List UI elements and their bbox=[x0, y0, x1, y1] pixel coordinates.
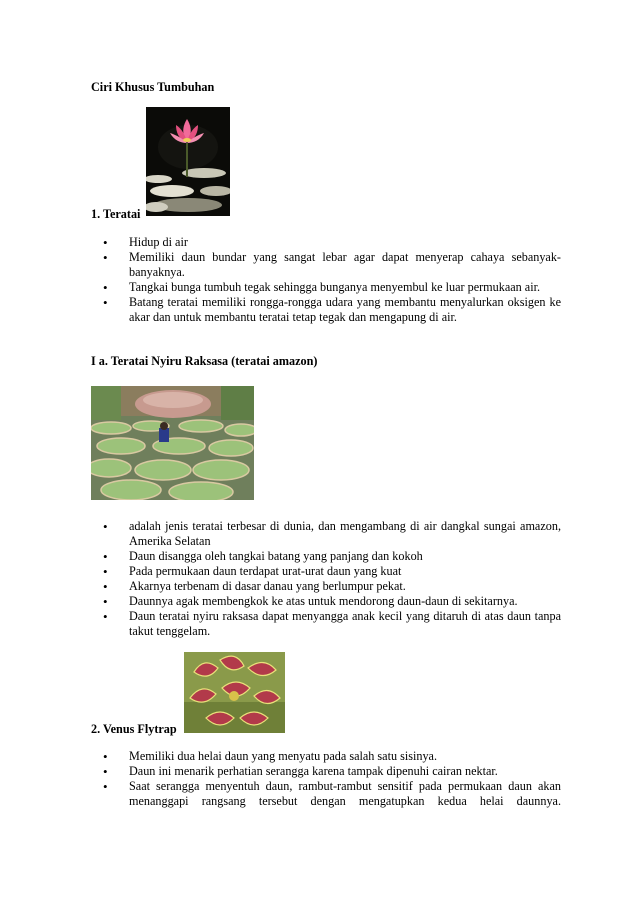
list-item: • Batang teratai memiliki rongga-rongga udara yang membantu menyalurkan oksigen ke akar dan untuk membantu teratai tetap tegak dan mengapung di air. bbox=[91, 295, 561, 325]
giant-water-lily-photo-icon bbox=[91, 386, 254, 500]
list-item: • adalah jenis teratai terbesar di dunia, dan mengambang di air dangkal sungai amazon, Amerika Selatan bbox=[91, 519, 561, 549]
section-2-heading: 2. Venus Flytrap bbox=[91, 722, 177, 736]
lotus-photo-icon bbox=[146, 107, 230, 216]
section-1a-heading: I a. Teratai Nyiru Raksasa (teratai amazon) bbox=[91, 354, 318, 368]
list-item: • Memiliki dua helai daun yang menyatu pada salah satu sisinya. bbox=[91, 749, 561, 764]
list-item: • Daun disangga oleh tangkai batang yang panjang dan kokoh bbox=[91, 549, 561, 564]
list-item: • Hidup di air bbox=[91, 235, 561, 250]
venus-flytrap-photo-icon bbox=[184, 652, 285, 733]
section-1a-bullet-list bbox=[91, 519, 561, 639]
section-2-bullet-list bbox=[91, 749, 561, 809]
page-title: Ciri Khusus Tumbuhan bbox=[91, 80, 215, 94]
section-1-heading: 1. Teratai bbox=[91, 207, 141, 221]
list-item: • Pada permukaan daun terdapat urat-urat daun yang kuat bbox=[91, 564, 561, 579]
list-item: • Tangkai bunga tumbuh tegak sehingga bunganya menyembul ke luar permukaan air. bbox=[91, 280, 561, 295]
list-item: • Daun teratai nyiru raksasa dapat menyangga anak kecil yang ditaruh di atas daun tanpa takut tenggelam. bbox=[91, 609, 561, 639]
list-item: • Akarnya terbenam di dasar danau yang berlumpur pekat. bbox=[91, 579, 561, 594]
list-item: • Daun ini menarik perhatian serangga karena tampak dipenuhi cairan nektar. bbox=[91, 764, 561, 779]
section-1-bullet-list bbox=[91, 235, 561, 325]
list-item: • Memiliki daun bundar yang sangat lebar agar dapat menyerap cahaya sebanyak-banyaknya. bbox=[91, 250, 561, 280]
list-item: • Saat serangga menyentuh daun, rambut-rambut sensitif pada permukaan daun akan menanggapi rangsang tersebut dengan mengatupkan kedua helai daunnya. bbox=[91, 779, 561, 809]
list-item: • Daunnya agak membengkok ke atas untuk mendorong daun-daun di sekitarnya. bbox=[91, 594, 561, 609]
